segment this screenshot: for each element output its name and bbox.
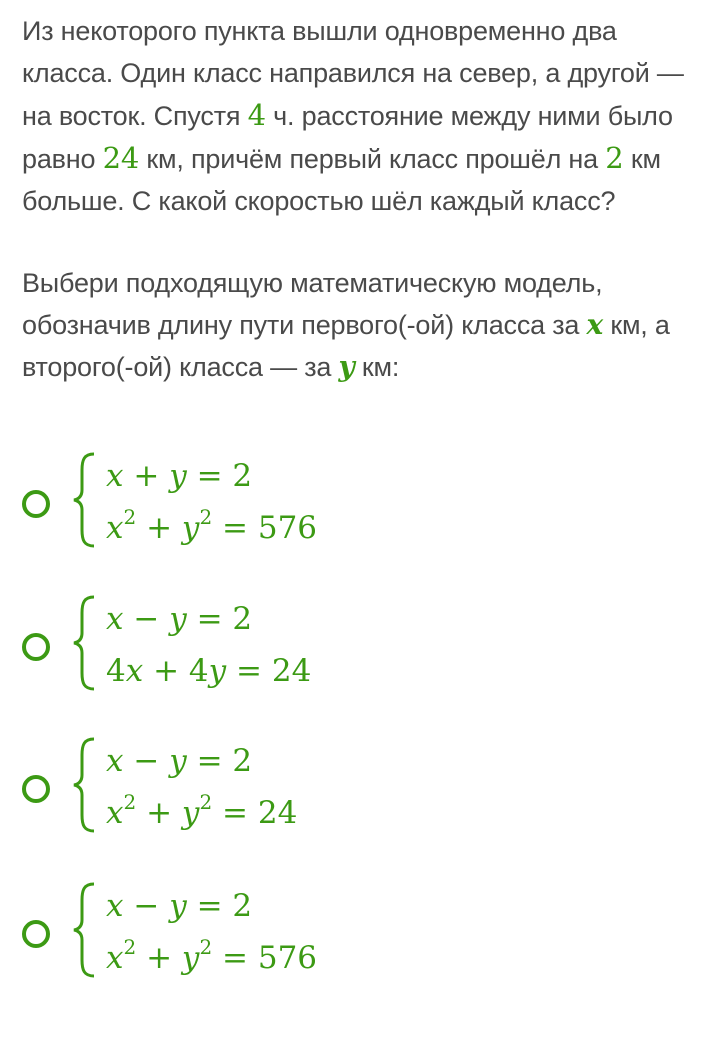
variable-y: y	[338, 350, 355, 383]
equation-2	[106, 505, 318, 546]
radio-button-icon[interactable]	[22, 490, 50, 518]
eq-operator: +	[133, 458, 160, 494]
eq-exponent: 2	[123, 505, 137, 529]
eq-coefficient: 4	[188, 653, 209, 689]
eq-operator: +	[146, 795, 173, 831]
left-brace-icon	[70, 450, 100, 550]
eq-var: y	[169, 743, 187, 779]
instruction-text-3: км:	[354, 352, 400, 382]
eq-var: x	[106, 795, 124, 831]
eq-var: x	[125, 653, 144, 689]
eq-exponent: 2	[199, 505, 213, 529]
eq-var: x	[106, 601, 124, 637]
radio-button-icon[interactable]	[22, 920, 50, 948]
eq-rhs: = 2	[196, 601, 253, 637]
answer-option-4[interactable]	[22, 880, 422, 990]
eq-operator: +	[146, 510, 173, 546]
instruction-text-1: Выбери подходящую математическую модель, обозначив длину пути первого(-ой) класса за	[22, 268, 603, 340]
problem-text-3: км, причём первый класс прошёл на	[139, 144, 606, 174]
left-brace-icon	[70, 593, 100, 693]
eq-rhs: = 2	[196, 888, 253, 924]
eq-rhs: = 576	[222, 940, 318, 976]
equation-1	[106, 743, 252, 779]
instruction-text-2: км, а второго(-ой) класса — за	[22, 310, 670, 382]
eq-var: x	[106, 888, 124, 924]
eq-var: y	[169, 458, 187, 494]
eq-exponent: 2	[199, 935, 213, 959]
variable-x: x	[586, 308, 604, 341]
eq-operator: +	[146, 940, 173, 976]
eq-var: x	[106, 940, 124, 976]
eq-var: x	[106, 743, 124, 779]
eq-rhs: = 24	[236, 653, 312, 689]
eq-operator: −	[133, 601, 160, 637]
answer-option-2[interactable]	[22, 593, 422, 703]
eq-rhs: = 2	[196, 743, 253, 779]
eq-exponent: 2	[199, 790, 213, 814]
eq-coefficient: 4	[106, 653, 126, 689]
eq-var: y	[169, 601, 187, 637]
eq-var: y	[181, 795, 200, 831]
problem-text-2: ч. расстояние между ними было равно	[22, 101, 673, 174]
radio-button-icon[interactable]	[22, 775, 50, 803]
problem-text-4: км больше. С какой скоростью шёл каждый класс?	[22, 144, 661, 216]
radio-button-icon[interactable]	[22, 633, 50, 661]
problem-statement	[22, 10, 692, 222]
problem-text-1: Из некоторого пункта вышли одновременно два класса. Один класс направился на север, а другой — на восток. Спустя	[22, 16, 684, 131]
instruction-text	[22, 262, 692, 388]
equation-2	[106, 790, 298, 831]
eq-operator: −	[133, 743, 160, 779]
eq-var: y	[181, 940, 200, 976]
eq-var: x	[106, 458, 124, 494]
answer-option-1[interactable]	[22, 450, 422, 560]
left-brace-icon	[70, 735, 100, 835]
eq-operator: +	[153, 653, 180, 689]
eq-var: x	[106, 510, 124, 546]
answer-option-3[interactable]	[22, 735, 422, 845]
eq-var: y	[169, 888, 187, 924]
equation-2	[106, 653, 311, 689]
equation-2	[106, 935, 318, 976]
eq-var: y	[181, 510, 200, 546]
eq-exponent: 2	[123, 790, 137, 814]
hours-value: 4	[247, 98, 266, 132]
difference-value: 2	[605, 141, 624, 175]
equation-1	[106, 601, 252, 637]
eq-var: y	[208, 653, 227, 689]
left-brace-icon	[70, 880, 100, 980]
eq-rhs: = 576	[222, 510, 318, 546]
eq-rhs: = 24	[222, 795, 298, 831]
eq-exponent: 2	[123, 935, 137, 959]
equation-1	[106, 888, 252, 924]
eq-operator: −	[133, 888, 160, 924]
eq-rhs: = 2	[196, 458, 253, 494]
equation-1	[106, 458, 252, 494]
distance-value: 24	[102, 141, 140, 175]
